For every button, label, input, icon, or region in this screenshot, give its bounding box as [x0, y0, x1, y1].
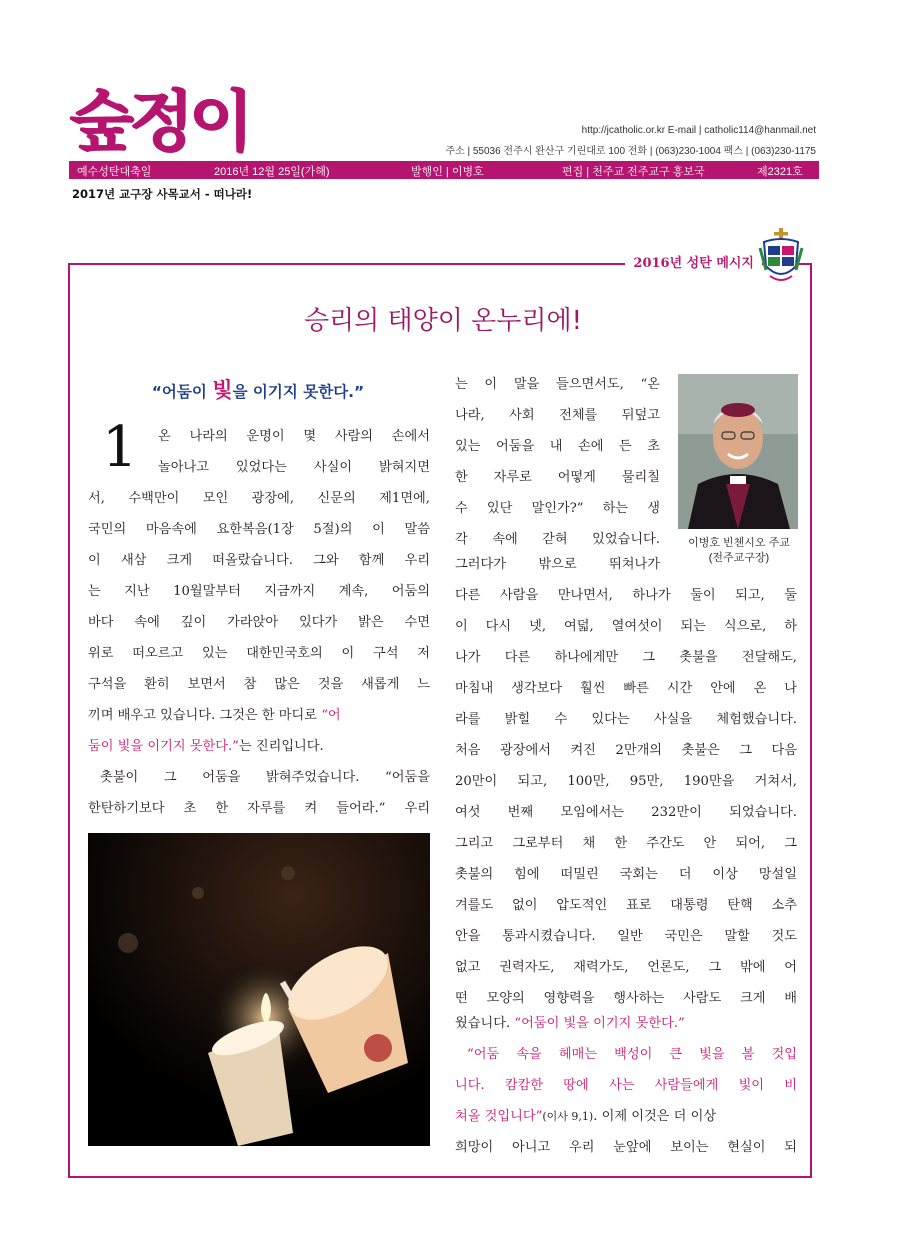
body-line: 안을 통과시켰습니다. 일반 국민은 말할 것도 — [455, 929, 797, 944]
body-line: 이 다시 넷, 여덟, 열여섯이 되는 식으로, 하 — [455, 619, 797, 634]
bishop-portrait-photo — [678, 374, 798, 529]
issue-number: 제2321호 — [757, 166, 803, 178]
body-quote: “어 — [321, 708, 341, 723]
body-line — [455, 1108, 716, 1126]
body-line: 구석을 환히 보면서 참 많은 것을 새롭게 느 — [88, 677, 430, 692]
bible-reference: (이사 9,1) — [542, 1110, 594, 1123]
pull-quote-heading — [88, 374, 428, 404]
body-line: 20만이 되고, 100만, 95만, 190만을 거쳐서, — [455, 774, 797, 789]
pull-quote-emphasis: 빛 — [212, 378, 233, 402]
body-line: 없고 권력자도, 재력가도, 언론도, 그 밖에 어 — [455, 960, 797, 975]
body-text: 는 진리입니다. — [238, 739, 324, 754]
bible-quote-line: “어둠 속을 헤매는 백성이 큰 빛을 볼 것입 — [467, 1047, 797, 1062]
body-line: 그리고 그로부터 채 한 주간도 안 되어, 그 — [455, 836, 797, 851]
body-line: 국민의 마음속에 요한복음(1장 5절)의 이 말씀 — [88, 522, 430, 537]
body-line: 수 있단 말인가?” 하는 생 — [455, 501, 660, 516]
body-line: 마침내 생각보다 훨씬 빠른 시간 안에 온 나 — [455, 681, 797, 696]
contact-address: 주소 | 55036 전주시 완산구 기린대로 100 전화 | (063)230-1004 팩스 | (063)230-1175 — [445, 146, 816, 157]
body-line — [455, 1015, 685, 1033]
body-line: 는 지난 10월말부터 지금까지 계속, 어둠의 — [88, 584, 430, 599]
body-line: 있는 어둠을 내 손에 든 초 — [455, 439, 660, 454]
body-line: 놀아나고 있었다는 사실이 밝혀지면 — [158, 460, 430, 475]
body-line: 여섯 번째 모임에서는 232만이 되었습니다. — [455, 805, 797, 820]
body-line: 바다 속에 깊이 가라앉아 있다가 밝은 수면 — [88, 615, 430, 630]
body-quote: “어둠이 빛을 이기지 못한다.” — [514, 1016, 685, 1031]
body-line: 한탄하기보다 초 한 자루를 켜 들어라.” 우리 — [88, 801, 430, 816]
body-line: 한 자루로 어떻게 물리칠 — [455, 470, 660, 485]
body-line: 그러다가 밖으로 뛰쳐나가 — [455, 557, 660, 572]
section-label: 2016년 성탄 메시지 — [625, 252, 762, 271]
body-line: 이 새삼 크게 떠올랐습니다. 그와 함께 우리 — [88, 553, 430, 568]
body-line: 촛불의 힘에 떠밀린 국회는 더 이상 망설일 — [455, 867, 797, 882]
bible-quote-line: 쳐올 것입니다” — [455, 1109, 543, 1124]
body-line: 다른 사람을 만나면서, 하나가 둘이 되고, 둘 — [455, 588, 797, 603]
issue-date: 2016년 12월 25일(가해) — [214, 166, 330, 178]
body-text: 웠습니다. — [455, 1016, 511, 1031]
feast-name: 예수성탄대축일 — [77, 166, 152, 178]
editor: 편집 | 천주교 전주교구 홍보국 — [562, 166, 705, 178]
pull-quote-after: 을 이기지 못한다.” — [232, 383, 365, 401]
body-line: 는 이 말을 들으면서도, “온 — [455, 377, 660, 392]
bible-quote-line: 니다. 캄캄한 땅에 사는 사람들에게 빛이 비 — [455, 1078, 797, 1093]
caption-title: (전주교구장) — [708, 552, 770, 564]
body-line: 겨를도 없이 압도적인 표로 대통령 탄핵 소추 — [455, 898, 797, 913]
contact-web-email: http://jcatholic.or.kr E-mail | catholic114@hanmail.net — [581, 125, 816, 136]
pull-quote-before: “어둠이 — [151, 383, 213, 401]
body-line: 나라, 사회 전체를 뒤덮고 — [455, 408, 660, 423]
body-text: . 이제 이것은 더 이상 — [593, 1109, 717, 1124]
body-line: 나가 다른 하나에게만 그 촛불을 전달해도, — [455, 650, 797, 665]
body-line: 온 나라의 운명이 몇 사람의 손에서 — [158, 429, 430, 444]
article-headline: 승리의 태양이 온누리에! — [303, 306, 583, 336]
publisher: 발행인 | 이병호 — [411, 166, 484, 178]
body-line: 라를 밝힐 수 있다는 사실을 체험했습니다. — [455, 712, 797, 727]
body-line: 서, 수백만이 모인 광장에, 신문의 제1면에, — [88, 491, 430, 506]
body-line — [88, 738, 324, 756]
diocese-crest-icon — [758, 226, 804, 286]
caption-name: 이병호 빈첸시오 주교 — [688, 537, 790, 549]
body-line: 떤 모양의 영향력을 행사하는 사람도 크게 배 — [455, 991, 797, 1006]
body-quote: 둠이 빛을 이기지 못한다.” — [88, 739, 239, 754]
drop-cap: 1 — [102, 415, 138, 480]
info-bar — [69, 161, 819, 179]
body-line: 처음 광장에서 켜진 2만개의 촛불은 그 다음 — [455, 743, 797, 758]
subhead: 2017년 교구장 사목교서 - 떠나라! — [72, 187, 253, 201]
candlelight-photo — [88, 833, 430, 1146]
body-text: 끼며 배우고 있습니다. 그것은 한 마디로 — [88, 708, 317, 723]
portrait-caption — [674, 536, 804, 566]
body-line: 희망이 아니고 우리 눈앞에 보이는 현실이 되 — [455, 1140, 797, 1155]
body-line: 촛불이 그 어둠을 밝혀주었습니다. “어둠을 — [100, 770, 430, 785]
body-line: 위로 떠오르고 있는 대한민국호의 이 구석 저 — [88, 646, 430, 661]
newspaper-logo: 숲정이 — [70, 83, 250, 160]
body-line: 각 속에 갇혀 있었습니다. — [455, 532, 660, 547]
body-line — [88, 707, 341, 725]
